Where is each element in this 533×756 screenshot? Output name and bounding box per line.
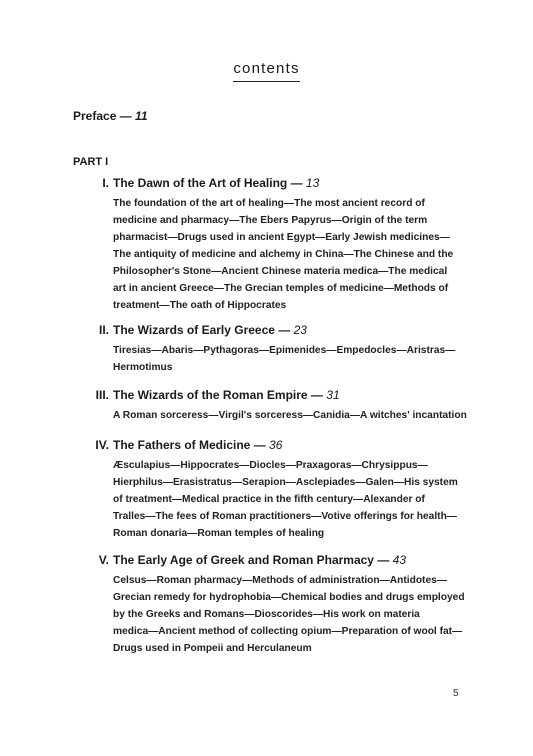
description-line: Drugs used in Pompeii and Herculaneum bbox=[113, 643, 312, 654]
chapter-title: The Early Age of Greek and Roman Pharmacy bbox=[113, 553, 374, 567]
chapter-numeral: V. bbox=[98, 553, 109, 567]
description-line: art in ancient Greece—The Grecian temples of medicine—Methods of bbox=[113, 283, 449, 294]
description-line: Tiresias—Abaris—Pythagoras—Epimenides—Empedocles—Aristras— bbox=[113, 345, 456, 356]
chapter-page: 23 bbox=[293, 323, 307, 337]
chapter-page: 31 bbox=[326, 388, 340, 402]
preface-label: Preface bbox=[73, 109, 117, 123]
description-line: Hierphilus—Erasistratus—Serapion—Asclepiades—Galen—His system bbox=[113, 477, 458, 488]
chapter-page: 36 bbox=[269, 438, 283, 452]
chapter-title-line: The Early Age of Greek and Roman Pharmacy — 43 bbox=[113, 553, 407, 567]
chapter-description bbox=[113, 572, 473, 657]
preface-page: 11 bbox=[135, 109, 148, 123]
chapter-title-line: The Dawn of the Art of Healing — 13 bbox=[113, 176, 320, 190]
description-line: of treatment—Medical practice in the fifth century—Alexander of bbox=[113, 494, 425, 505]
chapter-numeral: I. bbox=[102, 176, 109, 190]
chapter-numeral: IV. bbox=[95, 438, 109, 452]
preface-dash: — bbox=[116, 109, 136, 123]
description-line: The antiquity of medicine and alchemy in China—The Chinese and the bbox=[113, 249, 454, 260]
description-line: A Roman sorceress—Virgil's sorceress—Canidia—A witches' incantation bbox=[113, 410, 467, 421]
chapter-title-line: The Wizards of the Roman Empire — 31 bbox=[113, 388, 340, 402]
description-line: Tralles—The fees of Roman practitioners—Votive offerings for health— bbox=[113, 511, 457, 522]
description-line: Grecian remedy for hydrophobia—Chemical bodies and drugs employed bbox=[113, 592, 465, 603]
description-line: medica—Ancient method of collecting opium—Preparation of wool fat— bbox=[113, 626, 463, 637]
chapter-title-line: The Fathers of Medicine — 36 bbox=[113, 438, 283, 452]
chapter-description bbox=[113, 457, 473, 542]
chapter-title: The Dawn of the Art of Healing bbox=[113, 176, 288, 190]
chapter-title: The Fathers of Medicine bbox=[113, 438, 251, 452]
description-line: pharmacist—Drugs used in ancient Egypt—Early Jewish medicines— bbox=[113, 232, 450, 243]
description-line: by the Greeks and Romans—Dioscorides—His work on materia bbox=[113, 609, 420, 620]
chapter-title: The Wizards of Early Greece bbox=[113, 323, 275, 337]
description-line: Æsculapius—Hippocrates—Diocles—Praxagoras—Chrysippus— bbox=[113, 460, 428, 471]
page-number: 5 bbox=[453, 688, 459, 699]
chapter-page: 13 bbox=[305, 176, 320, 190]
description-line: medicine and pharmacy—The Ebers Papyrus—Origin of the term bbox=[113, 215, 428, 226]
description-line: The foundation of the art of healing—The most ancient record of bbox=[113, 198, 425, 209]
part-heading: PART I bbox=[73, 156, 109, 168]
description-line: Philosopher's Stone—Ancient Chinese materia medica—The medical bbox=[113, 266, 448, 277]
description-line: Hermotimus bbox=[113, 362, 173, 373]
chapter-page: 43 bbox=[392, 553, 407, 567]
chapter-numeral: II. bbox=[98, 323, 109, 337]
contents-heading-block bbox=[0, 60, 533, 82]
description-line: Celsus—Roman pharmacy—Methods of administration—Antidotes— bbox=[113, 575, 447, 586]
description-line: Roman donaria—Roman temples of healing bbox=[113, 528, 325, 539]
chapter-title-line: The Wizards of Early Greece — 23 bbox=[113, 323, 307, 337]
preface-entry bbox=[73, 109, 148, 123]
chapter-description bbox=[113, 407, 473, 424]
description-line: treatment—The oath of Hippocrates bbox=[113, 300, 287, 311]
chapter-description bbox=[113, 195, 473, 314]
contents-heading: contents bbox=[233, 60, 299, 82]
chapter-numeral: III. bbox=[95, 388, 109, 402]
chapter-description bbox=[113, 342, 473, 376]
chapter-title: The Wizards of the Roman Empire bbox=[113, 388, 308, 402]
